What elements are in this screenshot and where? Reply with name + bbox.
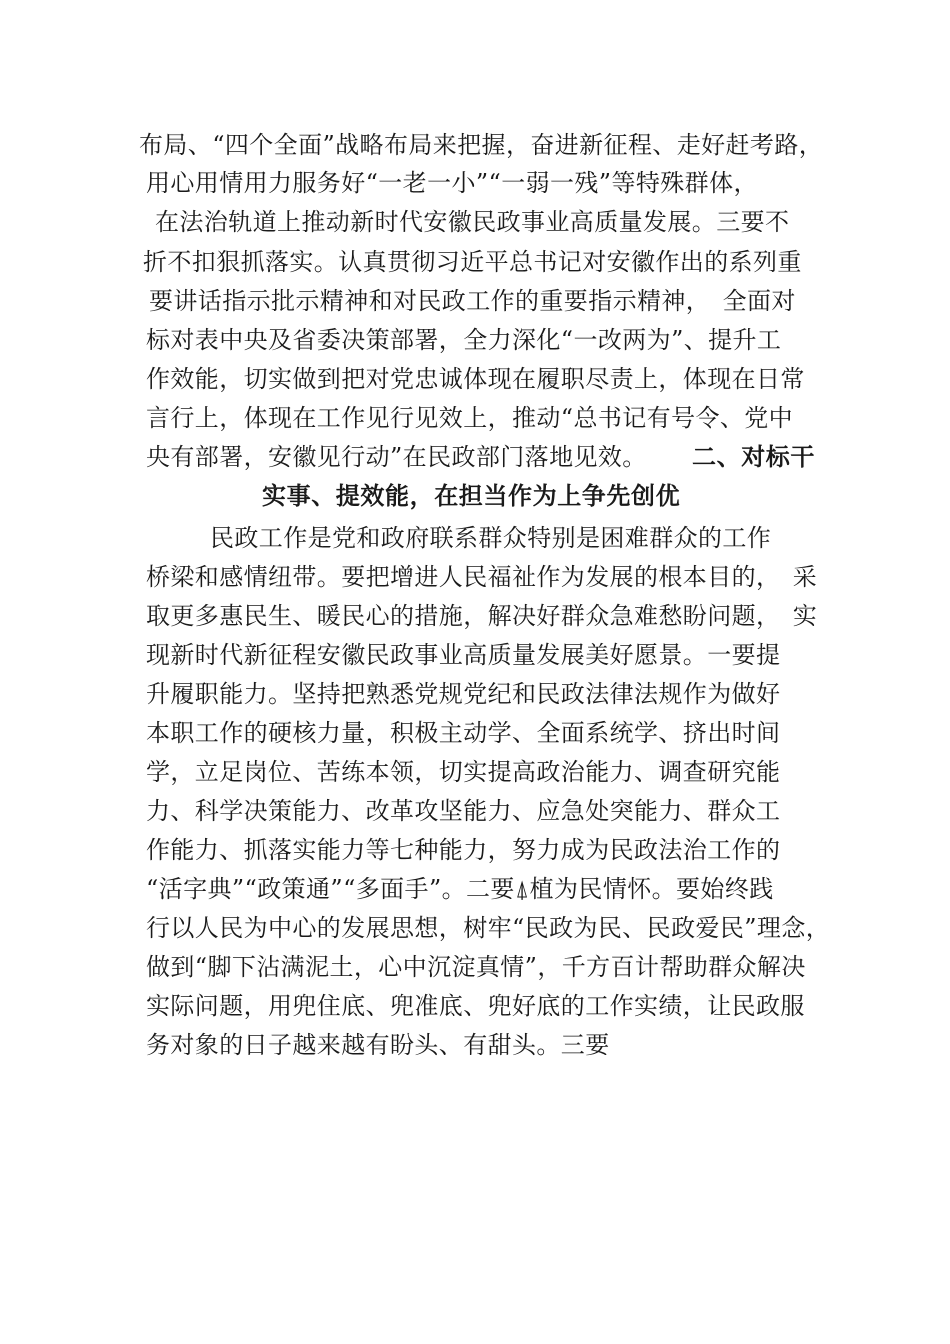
body-line: 现新时代新征程安徽民政事业高质量发展美好愿景。一要提 [146, 641, 781, 669]
body-line: “活字典”“政策通”“多面手”。二要⍋植为民情怀。要始终践 [146, 875, 774, 903]
body-line: 实际问题，用兜住底、兜准底、兜好底的工作实绩，让民政服 [146, 992, 805, 1020]
section-heading-part2: 实事、提效能，在担当作为上争先创优 [262, 482, 681, 510]
body-line: 布局、“四个全面”战略布局来把握，奋进新征程、走好赶考路， [139, 131, 824, 159]
body-line: 升履职能力。坚持把熟悉党规党纪和民政法律法规作为做好 [146, 680, 781, 708]
body-line: 用心用情用力服务好“一老一小”“一弱一残”等特殊群体， [146, 169, 758, 197]
body-line: 作效能，切实做到把对党忠诚体现在履职尽责上，体现在日常 [146, 365, 805, 393]
body-line: 折不扣狠抓落实。认真贯彻习近平总书记对安徽作出的系列重 [143, 248, 802, 276]
body-line: 行以人民为中心的发展思想，树牢“民政为民、民政爱民”理念， [146, 914, 831, 942]
body-line: 学，立足岗位、苦练本领，切实提高政治能力、调查研究能 [146, 758, 781, 786]
body-line: 务对象的日子越来越有盼头、有甜头。三要 [146, 1031, 610, 1059]
body-line: 作能力、抓落实能力等七种能力，努力成为民政法治工作的 [146, 836, 781, 864]
body-line: 民政工作是党和政府联系群众特别是困难群众的工作 [210, 524, 772, 552]
body-line: 桥梁和感情纽带。要把增进人民福祉作为发展的根本目的， 采 [146, 563, 818, 591]
body-line: 言行上，体现在工作见行见效上，推动“总书记有号令、党中 [146, 404, 794, 432]
body-line: 标对表中央及省委决策部署，全力深化“一改两为”、提升工 [146, 326, 782, 354]
body-line: 做到“脚下沾满泥土，心中沉淀真情”，千方百计帮助群众解决 [146, 953, 806, 981]
body-line: 央有部署，安徽见行动”在民政部门落地见效。 [146, 443, 647, 471]
body-line: 取更多惠民生、暖民心的措施，解决好群众急难愁盼问题， 实 [146, 602, 818, 630]
body-line: 在法治轨道上推动新时代安徽民政事业高质量发展。三要不 [155, 208, 790, 236]
section-heading-part1: 二、对标干 [692, 443, 815, 471]
body-line: 力、科学决策能力、改革攻坚能力、应急处突能力、群众工 [146, 797, 781, 825]
body-line: 要讲话指示批示精神和对民政工作的重要指示精神， 全面对 [149, 287, 796, 315]
body-line: 本职工作的硬核力量，积极主动学、全面系统学、挤出时间 [146, 719, 781, 747]
